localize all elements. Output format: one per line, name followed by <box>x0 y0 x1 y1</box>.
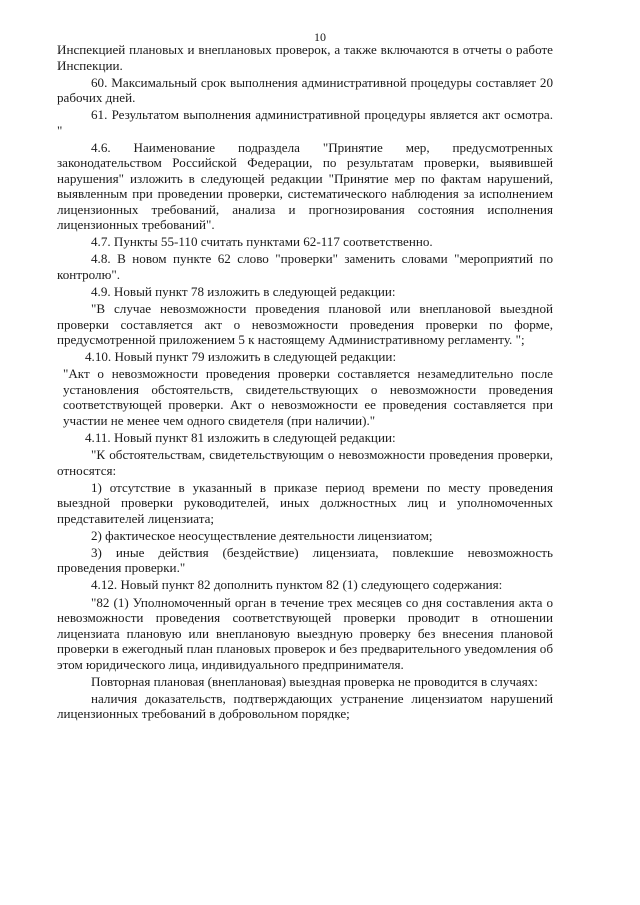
paragraph: 4.9. Новый пункт 78 изложить в следующей редакции: <box>91 284 396 300</box>
paragraph: 60. Максимальный срок выполнения административной процедуры составляет 20 рабочих дней. <box>57 74 553 106</box>
document-body <box>57 42 553 722</box>
paragraph: 4.11. Новый пункт 81 изложить в следующей редакции: <box>85 429 396 445</box>
paragraph: 4.7. Пункты 55-110 считать пунктами 62-117 соответственно. <box>91 234 433 250</box>
paragraph: 61. Результатом выполнения административной процедуры является акт осмотра. " <box>57 107 553 138</box>
paragraph: 1) отсутствие в указанный в приказе период времени по месту проведения выездной проверки руководителей, иных должностных лиц и уполномоченных представителей лицензиата; <box>57 479 553 526</box>
paragraph: 4.12. Новый пункт 82 дополнить пунктом 82 (1) следующего содержания: <box>91 577 503 593</box>
paragraph: "Акт о невозможности проведения проверки составляется незамедлительно после установления обстоятельств, свидетельствующих о невозможности проведения соответствующей проверки. Акт о невозможности ее проведения составляется при участии не менее чем одного свидетеля (при наличии)." <box>63 366 553 428</box>
paragraph: "82 (1) Уполномоченный орган в течение трех месяцев со дня составления акта о невозможности проведения соответствующей проверки проводит в отношении лицензиата плановую или внеплановую выездную проверку без внесения плановой проверки в ежегодный план плановых проверок и без предварительного уведомления об этом юридического лица, индивидуального предпринимателя. <box>57 594 553 672</box>
paragraph: Повторная плановая (внеплановая) выездная проверка не проводится в случаях: <box>91 673 538 689</box>
paragraph: 3) иные действия (бездействие) лицензиата, повлекшие невозможность проведения проверки." <box>57 544 553 576</box>
paragraph: наличия доказательств, подтверждающих устранение лицензиатом нарушений лицензионных требований в добровольном порядке; <box>57 690 553 722</box>
paragraph: "В случае невозможности проведения плановой или внеплановой выездной проверки составляется акт о невозможности проведения проверки по форме, предусмотренной приложением 5 к настоящему Административному регламенту. "; <box>57 301 553 348</box>
page-number: 10 <box>314 30 326 44</box>
paragraph: Инспекцией плановых и внеплановых проверок, а также включаются в отчеты о работе Инспекции. <box>57 42 553 73</box>
paragraph: 2) фактическое неосуществление деятельности лицензиатом; <box>91 527 433 543</box>
paragraph: 4.10. Новый пункт 79 изложить в следующей редакции: <box>85 349 397 365</box>
paragraph: "К обстоятельствам, свидетельствующим о невозможности проведения проверки, относятся: <box>57 447 553 478</box>
paragraph: 4.8. В новом пункте 62 слово "проверки" заменить словами "мероприятий по контролю". <box>57 251 553 282</box>
paragraph: 4.6. Наименование подраздела "Принятие мер, предусмотренных законодательством Российской Федерации, по результатам проверки, выявившей нарушения" изложить в следующей редакции "Принятие мер по фактам нарушений, выявленным при проведении проверки, систематического наблюдения за исполнением лицензионных требований, анализа и прогнозирования состояния исполнения лицензионных требований". <box>57 139 553 233</box>
